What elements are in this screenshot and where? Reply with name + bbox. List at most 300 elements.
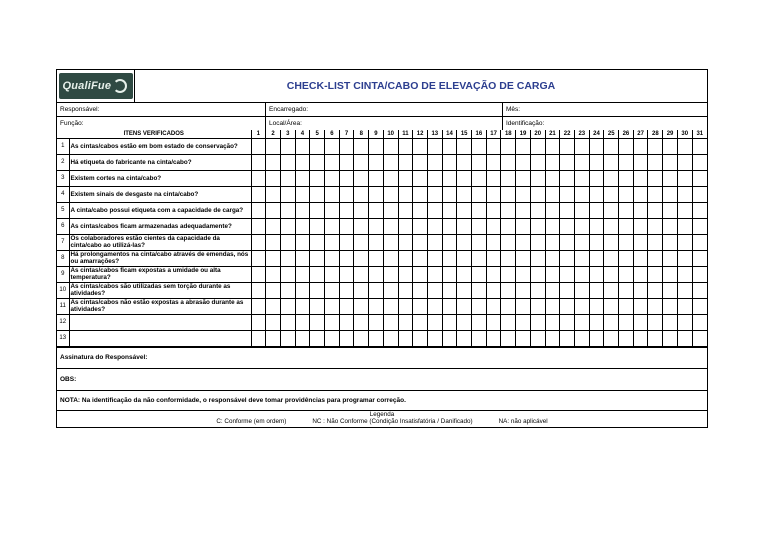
check-cell[interactable] [310, 330, 325, 346]
check-cell[interactable] [677, 298, 692, 314]
check-cell[interactable] [472, 266, 487, 282]
check-cell[interactable] [663, 330, 678, 346]
check-cell[interactable] [472, 298, 487, 314]
check-cell[interactable] [354, 298, 369, 314]
check-cell[interactable] [516, 266, 531, 282]
check-cell[interactable] [427, 250, 442, 266]
check-cell[interactable] [339, 250, 354, 266]
check-cell[interactable] [427, 314, 442, 330]
check-cell[interactable] [633, 154, 648, 170]
check-cell[interactable] [486, 266, 501, 282]
check-cell[interactable] [251, 186, 266, 202]
check-cell[interactable] [310, 250, 325, 266]
check-cell[interactable] [398, 314, 413, 330]
check-cell[interactable] [325, 250, 340, 266]
check-cell[interactable] [663, 218, 678, 234]
check-cell[interactable] [486, 330, 501, 346]
check-cell[interactable] [545, 170, 560, 186]
check-cell[interactable] [677, 186, 692, 202]
check-cell[interactable] [574, 218, 589, 234]
check-cell[interactable] [295, 170, 310, 186]
mes-field[interactable]: Mês: [506, 106, 521, 113]
check-cell[interactable] [398, 202, 413, 218]
check-cell[interactable] [574, 138, 589, 154]
check-cell[interactable] [266, 218, 281, 234]
check-cell[interactable] [516, 250, 531, 266]
check-cell[interactable] [619, 202, 634, 218]
check-cell[interactable] [604, 330, 619, 346]
check-cell[interactable] [295, 314, 310, 330]
check-cell[interactable] [295, 298, 310, 314]
check-cell[interactable] [457, 218, 472, 234]
check-cell[interactable] [266, 234, 281, 250]
check-cell[interactable] [383, 266, 398, 282]
check-cell[interactable] [648, 330, 663, 346]
check-cell[interactable] [325, 330, 340, 346]
check-cell[interactable] [251, 138, 266, 154]
check-cell[interactable] [339, 154, 354, 170]
check-cell[interactable] [604, 218, 619, 234]
check-cell[interactable] [486, 186, 501, 202]
check-cell[interactable] [619, 266, 634, 282]
check-cell[interactable] [325, 186, 340, 202]
check-cell[interactable] [692, 202, 707, 218]
check-cell[interactable] [442, 282, 457, 298]
check-cell[interactable] [633, 170, 648, 186]
check-cell[interactable] [295, 154, 310, 170]
check-cell[interactable] [663, 250, 678, 266]
check-cell[interactable] [266, 314, 281, 330]
check-cell[interactable] [633, 250, 648, 266]
check-cell[interactable] [619, 138, 634, 154]
check-cell[interactable] [339, 298, 354, 314]
check-cell[interactable] [295, 186, 310, 202]
check-cell[interactable] [560, 314, 575, 330]
check-cell[interactable] [516, 282, 531, 298]
check-cell[interactable] [325, 202, 340, 218]
check-cell[interactable] [516, 138, 531, 154]
check-cell[interactable] [604, 282, 619, 298]
check-cell[interactable] [633, 218, 648, 234]
check-cell[interactable] [663, 138, 678, 154]
check-cell[interactable] [574, 234, 589, 250]
check-cell[interactable] [663, 234, 678, 250]
funcao-field[interactable]: Função: [57, 117, 266, 130]
check-cell[interactable] [516, 314, 531, 330]
check-cell[interactable] [472, 234, 487, 250]
check-cell[interactable] [692, 266, 707, 282]
check-cell[interactable] [486, 298, 501, 314]
check-cell[interactable] [560, 266, 575, 282]
check-cell[interactable] [648, 250, 663, 266]
check-cell[interactable] [310, 138, 325, 154]
check-cell[interactable] [545, 234, 560, 250]
check-cell[interactable] [619, 234, 634, 250]
check-cell[interactable] [501, 186, 516, 202]
check-cell[interactable] [457, 266, 472, 282]
check-cell[interactable] [574, 282, 589, 298]
check-cell[interactable] [398, 218, 413, 234]
check-cell[interactable] [325, 234, 340, 250]
check-cell[interactable] [457, 154, 472, 170]
check-cell[interactable] [589, 266, 604, 282]
check-cell[interactable] [310, 298, 325, 314]
check-cell[interactable] [486, 314, 501, 330]
check-cell[interactable] [251, 250, 266, 266]
check-cell[interactable] [442, 330, 457, 346]
check-cell[interactable] [501, 202, 516, 218]
check-cell[interactable] [560, 170, 575, 186]
check-cell[interactable] [486, 250, 501, 266]
check-cell[interactable] [545, 266, 560, 282]
check-cell[interactable] [369, 154, 384, 170]
check-cell[interactable] [383, 218, 398, 234]
check-cell[interactable] [677, 154, 692, 170]
check-cell[interactable] [545, 314, 560, 330]
check-cell[interactable] [604, 170, 619, 186]
check-cell[interactable] [501, 250, 516, 266]
check-cell[interactable] [427, 330, 442, 346]
check-cell[interactable] [501, 138, 516, 154]
check-cell[interactable] [457, 298, 472, 314]
check-cell[interactable] [251, 154, 266, 170]
check-cell[interactable] [266, 250, 281, 266]
check-cell[interactable] [310, 186, 325, 202]
check-cell[interactable] [354, 250, 369, 266]
check-cell[interactable] [427, 218, 442, 234]
check-cell[interactable] [545, 250, 560, 266]
check-cell[interactable] [251, 266, 266, 282]
check-cell[interactable] [633, 330, 648, 346]
signature-label[interactable]: Assinatura do Responsável: [60, 354, 148, 361]
check-cell[interactable] [692, 234, 707, 250]
check-cell[interactable] [692, 138, 707, 154]
check-cell[interactable] [398, 234, 413, 250]
check-cell[interactable] [677, 218, 692, 234]
check-cell[interactable] [369, 330, 384, 346]
responsavel-field[interactable]: Responsável: [57, 103, 266, 116]
check-cell[interactable] [383, 298, 398, 314]
check-cell[interactable] [677, 266, 692, 282]
check-cell[interactable] [266, 186, 281, 202]
check-cell[interactable] [383, 314, 398, 330]
check-cell[interactable] [310, 170, 325, 186]
check-cell[interactable] [633, 234, 648, 250]
check-cell[interactable] [457, 186, 472, 202]
check-cell[interactable] [560, 282, 575, 298]
check-cell[interactable] [442, 266, 457, 282]
check-cell[interactable] [677, 250, 692, 266]
check-cell[interactable] [383, 170, 398, 186]
check-cell[interactable] [339, 314, 354, 330]
check-cell[interactable] [280, 330, 295, 346]
check-cell[interactable] [516, 218, 531, 234]
check-cell[interactable] [457, 138, 472, 154]
check-cell[interactable] [442, 202, 457, 218]
check-cell[interactable] [427, 298, 442, 314]
check-cell[interactable] [516, 186, 531, 202]
check-cell[interactable] [530, 170, 545, 186]
check-cell[interactable] [516, 170, 531, 186]
check-cell[interactable] [560, 218, 575, 234]
check-cell[interactable] [648, 170, 663, 186]
check-cell[interactable] [560, 250, 575, 266]
check-cell[interactable] [383, 138, 398, 154]
check-cell[interactable] [369, 170, 384, 186]
check-cell[interactable] [604, 234, 619, 250]
check-cell[interactable] [398, 250, 413, 266]
check-cell[interactable] [251, 170, 266, 186]
check-cell[interactable] [501, 314, 516, 330]
check-cell[interactable] [413, 298, 428, 314]
check-cell[interactable] [369, 218, 384, 234]
check-cell[interactable] [325, 154, 340, 170]
check-cell[interactable] [413, 138, 428, 154]
check-cell[interactable] [325, 282, 340, 298]
check-cell[interactable] [280, 266, 295, 282]
check-cell[interactable] [677, 314, 692, 330]
check-cell[interactable] [280, 234, 295, 250]
check-cell[interactable] [413, 154, 428, 170]
check-cell[interactable] [589, 282, 604, 298]
check-cell[interactable] [486, 218, 501, 234]
check-cell[interactable] [677, 170, 692, 186]
check-cell[interactable] [310, 202, 325, 218]
check-cell[interactable] [369, 138, 384, 154]
check-cell[interactable] [501, 218, 516, 234]
check-cell[interactable] [589, 170, 604, 186]
check-cell[interactable] [472, 138, 487, 154]
check-cell[interactable] [530, 314, 545, 330]
check-cell[interactable] [560, 330, 575, 346]
check-cell[interactable] [310, 314, 325, 330]
check-cell[interactable] [604, 266, 619, 282]
check-cell[interactable] [501, 154, 516, 170]
check-cell[interactable] [442, 250, 457, 266]
check-cell[interactable] [530, 234, 545, 250]
check-cell[interactable] [339, 170, 354, 186]
check-cell[interactable] [354, 202, 369, 218]
check-cell[interactable] [530, 186, 545, 202]
check-cell[interactable] [604, 298, 619, 314]
check-cell[interactable] [633, 266, 648, 282]
check-cell[interactable] [648, 138, 663, 154]
check-cell[interactable] [574, 202, 589, 218]
check-cell[interactable] [604, 250, 619, 266]
check-cell[interactable] [501, 234, 516, 250]
check-cell[interactable] [280, 218, 295, 234]
check-cell[interactable] [354, 234, 369, 250]
check-cell[interactable] [663, 282, 678, 298]
check-cell[interactable] [383, 234, 398, 250]
check-cell[interactable] [648, 218, 663, 234]
check-cell[interactable] [633, 202, 648, 218]
check-cell[interactable] [530, 138, 545, 154]
check-cell[interactable] [560, 234, 575, 250]
check-cell[interactable] [325, 314, 340, 330]
check-cell[interactable] [369, 202, 384, 218]
check-cell[interactable] [354, 218, 369, 234]
check-cell[interactable] [589, 330, 604, 346]
check-cell[interactable] [310, 282, 325, 298]
check-cell[interactable] [339, 330, 354, 346]
check-cell[interactable] [310, 218, 325, 234]
check-cell[interactable] [369, 282, 384, 298]
check-cell[interactable] [442, 154, 457, 170]
check-cell[interactable] [545, 186, 560, 202]
check-cell[interactable] [530, 250, 545, 266]
check-cell[interactable] [427, 186, 442, 202]
check-cell[interactable] [472, 202, 487, 218]
check-cell[interactable] [295, 138, 310, 154]
check-cell[interactable] [295, 250, 310, 266]
check-cell[interactable] [545, 138, 560, 154]
check-cell[interactable] [354, 186, 369, 202]
check-cell[interactable] [486, 170, 501, 186]
check-cell[interactable] [280, 250, 295, 266]
check-cell[interactable] [560, 154, 575, 170]
check-cell[interactable] [369, 266, 384, 282]
check-cell[interactable] [692, 330, 707, 346]
check-cell[interactable] [501, 330, 516, 346]
check-cell[interactable] [442, 234, 457, 250]
check-cell[interactable] [383, 330, 398, 346]
check-cell[interactable] [472, 218, 487, 234]
check-cell[interactable] [619, 218, 634, 234]
check-cell[interactable] [663, 170, 678, 186]
check-cell[interactable] [339, 138, 354, 154]
check-cell[interactable] [692, 298, 707, 314]
check-cell[interactable] [251, 298, 266, 314]
check-cell[interactable] [574, 186, 589, 202]
check-cell[interactable] [663, 266, 678, 282]
check-cell[interactable] [280, 170, 295, 186]
check-cell[interactable] [545, 154, 560, 170]
check-cell[interactable] [442, 314, 457, 330]
check-cell[interactable] [325, 138, 340, 154]
check-cell[interactable] [530, 330, 545, 346]
check-cell[interactable] [692, 314, 707, 330]
check-cell[interactable] [486, 234, 501, 250]
check-cell[interactable] [530, 298, 545, 314]
check-cell[interactable] [501, 282, 516, 298]
check-cell[interactable] [604, 202, 619, 218]
check-cell[interactable] [398, 170, 413, 186]
check-cell[interactable] [589, 186, 604, 202]
check-cell[interactable] [516, 154, 531, 170]
check-cell[interactable] [516, 298, 531, 314]
check-cell[interactable] [530, 154, 545, 170]
check-cell[interactable] [545, 218, 560, 234]
check-cell[interactable] [266, 202, 281, 218]
check-cell[interactable] [574, 266, 589, 282]
check-cell[interactable] [295, 234, 310, 250]
check-cell[interactable] [457, 282, 472, 298]
check-cell[interactable] [398, 330, 413, 346]
check-cell[interactable] [354, 170, 369, 186]
check-cell[interactable] [530, 218, 545, 234]
check-cell[interactable] [472, 170, 487, 186]
check-cell[interactable] [369, 250, 384, 266]
check-cell[interactable] [398, 138, 413, 154]
check-cell[interactable] [413, 250, 428, 266]
check-cell[interactable] [677, 202, 692, 218]
check-cell[interactable] [663, 202, 678, 218]
check-cell[interactable] [633, 282, 648, 298]
check-cell[interactable] [325, 298, 340, 314]
check-cell[interactable] [442, 218, 457, 234]
check-cell[interactable] [251, 234, 266, 250]
check-cell[interactable] [266, 154, 281, 170]
check-cell[interactable] [413, 330, 428, 346]
check-cell[interactable] [266, 282, 281, 298]
check-cell[interactable] [589, 250, 604, 266]
check-cell[interactable] [295, 218, 310, 234]
check-cell[interactable] [295, 202, 310, 218]
check-cell[interactable] [648, 202, 663, 218]
check-cell[interactable] [574, 330, 589, 346]
check-cell[interactable] [472, 282, 487, 298]
check-cell[interactable] [486, 154, 501, 170]
check-cell[interactable] [442, 186, 457, 202]
check-cell[interactable] [398, 154, 413, 170]
check-cell[interactable] [648, 314, 663, 330]
check-cell[interactable] [692, 250, 707, 266]
check-cell[interactable] [427, 282, 442, 298]
check-cell[interactable] [472, 250, 487, 266]
check-cell[interactable] [530, 202, 545, 218]
check-cell[interactable] [266, 138, 281, 154]
check-cell[interactable] [280, 314, 295, 330]
check-cell[interactable] [251, 314, 266, 330]
check-cell[interactable] [589, 234, 604, 250]
check-cell[interactable] [619, 282, 634, 298]
check-cell[interactable] [251, 330, 266, 346]
check-cell[interactable] [339, 234, 354, 250]
check-cell[interactable] [633, 314, 648, 330]
check-cell[interactable] [545, 282, 560, 298]
check-cell[interactable] [413, 314, 428, 330]
check-cell[interactable] [383, 186, 398, 202]
check-cell[interactable] [383, 282, 398, 298]
check-cell[interactable] [427, 202, 442, 218]
check-cell[interactable] [325, 266, 340, 282]
check-cell[interactable] [545, 202, 560, 218]
check-cell[interactable] [560, 186, 575, 202]
check-cell[interactable] [619, 154, 634, 170]
check-cell[interactable] [648, 298, 663, 314]
check-cell[interactable] [339, 282, 354, 298]
check-cell[interactable] [516, 330, 531, 346]
check-cell[interactable] [251, 218, 266, 234]
check-cell[interactable] [501, 298, 516, 314]
check-cell[interactable] [560, 138, 575, 154]
check-cell[interactable] [325, 170, 340, 186]
check-cell[interactable] [516, 202, 531, 218]
check-cell[interactable] [619, 330, 634, 346]
check-cell[interactable] [427, 154, 442, 170]
check-cell[interactable] [369, 298, 384, 314]
check-cell[interactable] [280, 202, 295, 218]
check-cell[interactable] [516, 234, 531, 250]
check-cell[interactable] [266, 298, 281, 314]
check-cell[interactable] [604, 186, 619, 202]
check-cell[interactable] [369, 234, 384, 250]
check-cell[interactable] [692, 218, 707, 234]
check-cell[interactable] [413, 282, 428, 298]
check-cell[interactable] [339, 202, 354, 218]
check-cell[interactable] [413, 170, 428, 186]
